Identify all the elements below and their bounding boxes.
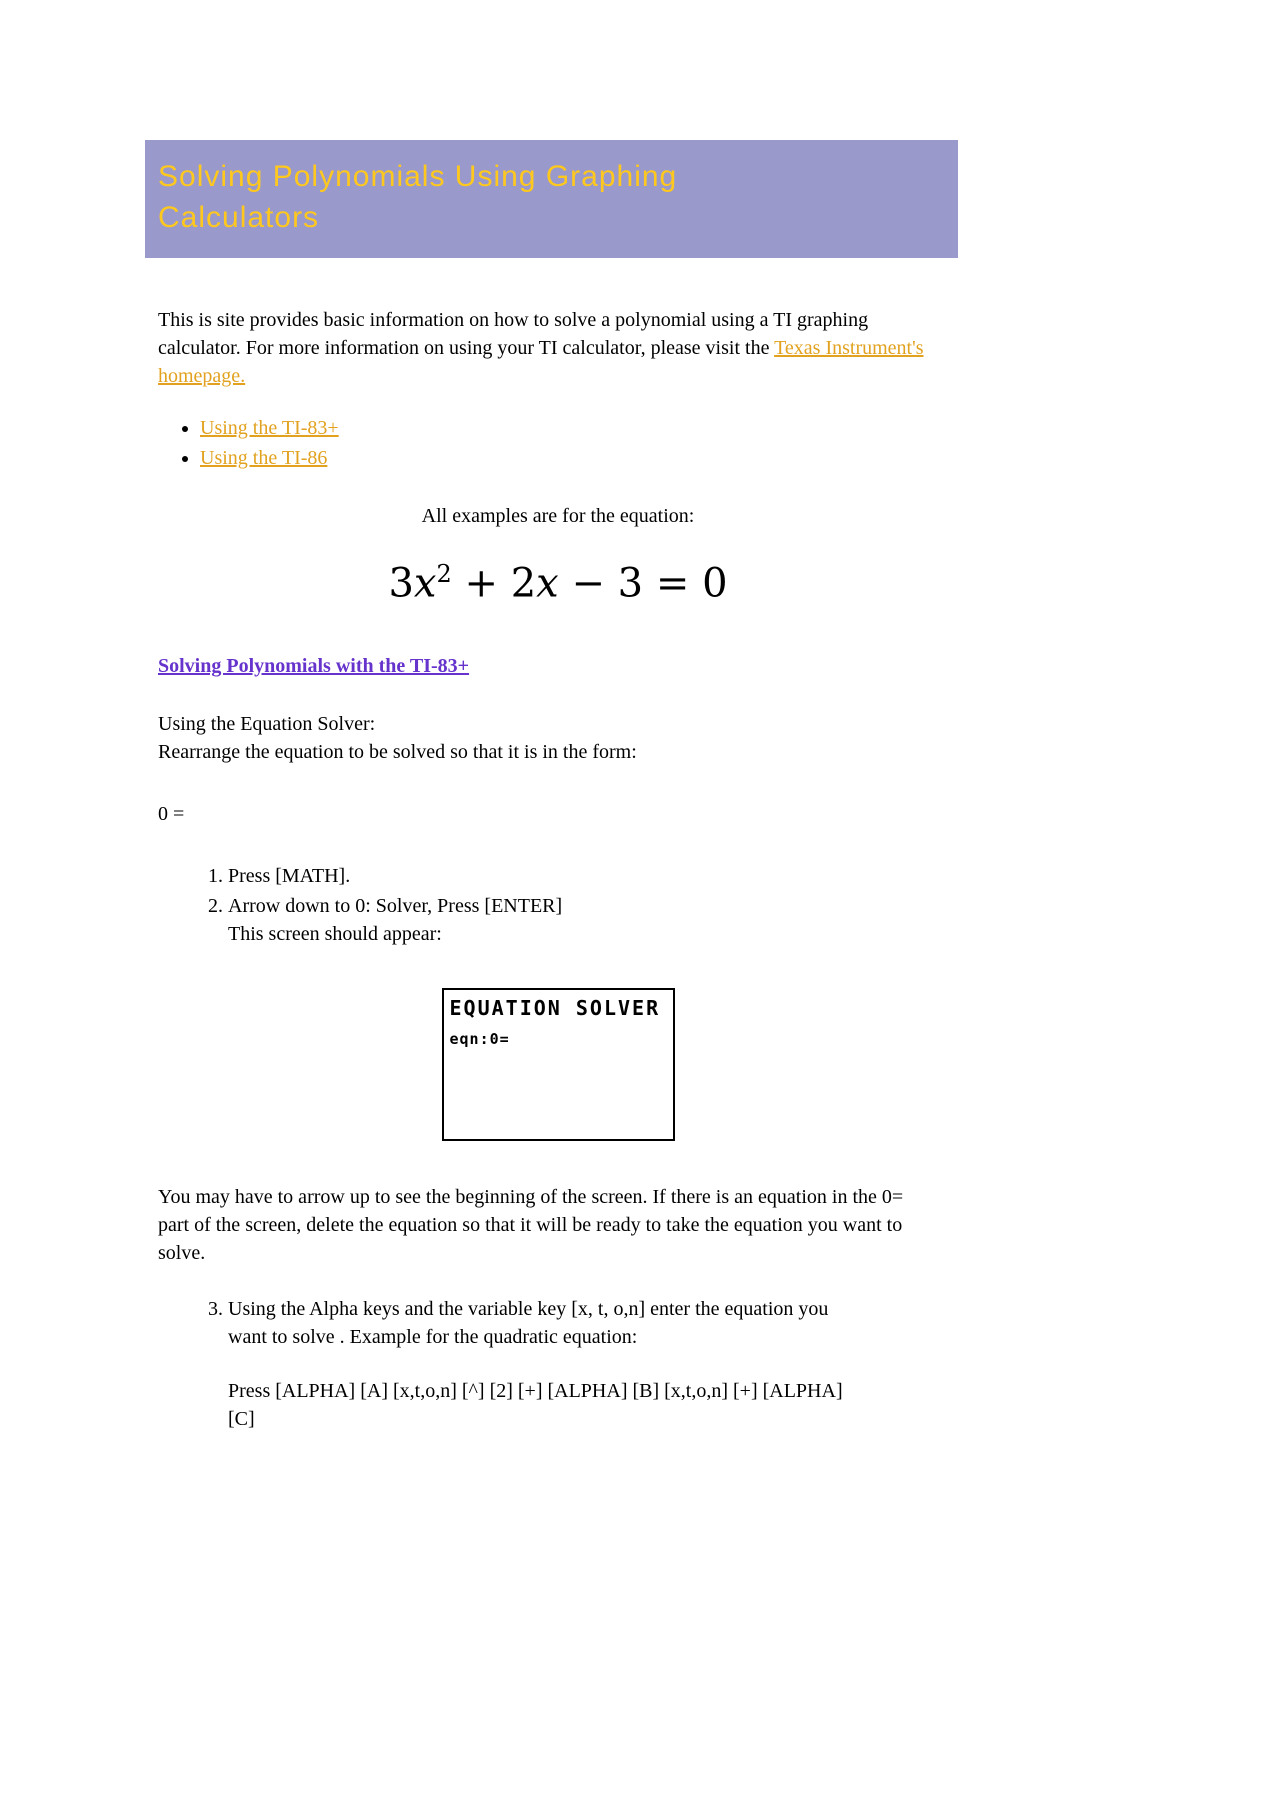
nav-link-ti83[interactable]: Using the TI-83+ — [200, 417, 339, 440]
steps-list — [158, 862, 858, 948]
solver-intro-line1: Using the Equation Solver: — [158, 712, 376, 735]
list-item — [200, 414, 958, 442]
step-3-press-sequence: Press [ALPHA] [A] [x,t,o,n] [^] [2] [+] [ALPHA] [B] [x,t,o,n] [+] [ALPHA] [C] — [228, 1379, 843, 1430]
step-2-text: Arrow down to 0: Solver, Press [ENTER] — [228, 894, 563, 917]
section-heading-ti83-link[interactable]: Solving Polynomials with the TI-83+ — [158, 654, 470, 677]
nav-link-ti86[interactable]: Using the TI-86 — [200, 447, 328, 470]
ti-homepage-link[interactable]: Texas Instrument's homepage. — [158, 337, 924, 388]
equation-part: + 2 — [451, 560, 537, 607]
calc-screen-eqn-line: eqn:0= — [449, 1029, 510, 1048]
step-3 — [228, 1295, 858, 1433]
document-content — [158, 306, 958, 1432]
equation-part: − 3 = 0 — [558, 560, 728, 607]
examples-caption: All examples are for the equation: — [421, 505, 695, 528]
equation-image — [158, 546, 958, 611]
steps-list-continued — [158, 1295, 858, 1433]
intro-paragraph — [158, 306, 948, 390]
document-page — [0, 140, 1280, 1433]
equation-part: x — [536, 560, 559, 607]
page-title: Solving Polynomials Using Graphing Calculators — [158, 160, 678, 235]
step-1-text: Press [MATH]. — [228, 864, 351, 887]
note-paragraph: You may have to arrow up to see the beginning of the screen. If there is an equation in the 0= part of the screen, delete the equation so that it will be ready to take the equation you want to solve. — [158, 1185, 904, 1264]
equation-part: x — [413, 560, 437, 607]
solver-intro-paragraph — [158, 710, 958, 766]
solver-intro-line2: Rearrange the equation to be solved so that it is in the form: — [158, 740, 637, 763]
step-3-text: Using the Alpha keys and the variable key [x, t, o,n] enter the equation you want to solve . Example for the quadratic equation: — [228, 1297, 829, 1348]
step-2 — [228, 892, 858, 948]
nav-link-list — [158, 414, 958, 472]
section-heading — [158, 652, 958, 680]
step-2-subtext: This screen should appear: — [228, 922, 442, 945]
page-banner — [145, 140, 958, 258]
equation-part: 3 — [388, 560, 414, 607]
form-line: 0 = — [158, 802, 185, 825]
equation-exponent: 2 — [436, 560, 452, 589]
list-item — [200, 444, 958, 472]
intro-text: This is site provides basic information on how to solve a polynomial using a TI graphing calculator. For more information on using your TI calculator, please visit the — [158, 309, 869, 360]
step-1 — [228, 862, 858, 890]
calc-screen-title: EQUATION SOLVER — [449, 995, 661, 1020]
calculator-screenshot — [442, 988, 675, 1141]
